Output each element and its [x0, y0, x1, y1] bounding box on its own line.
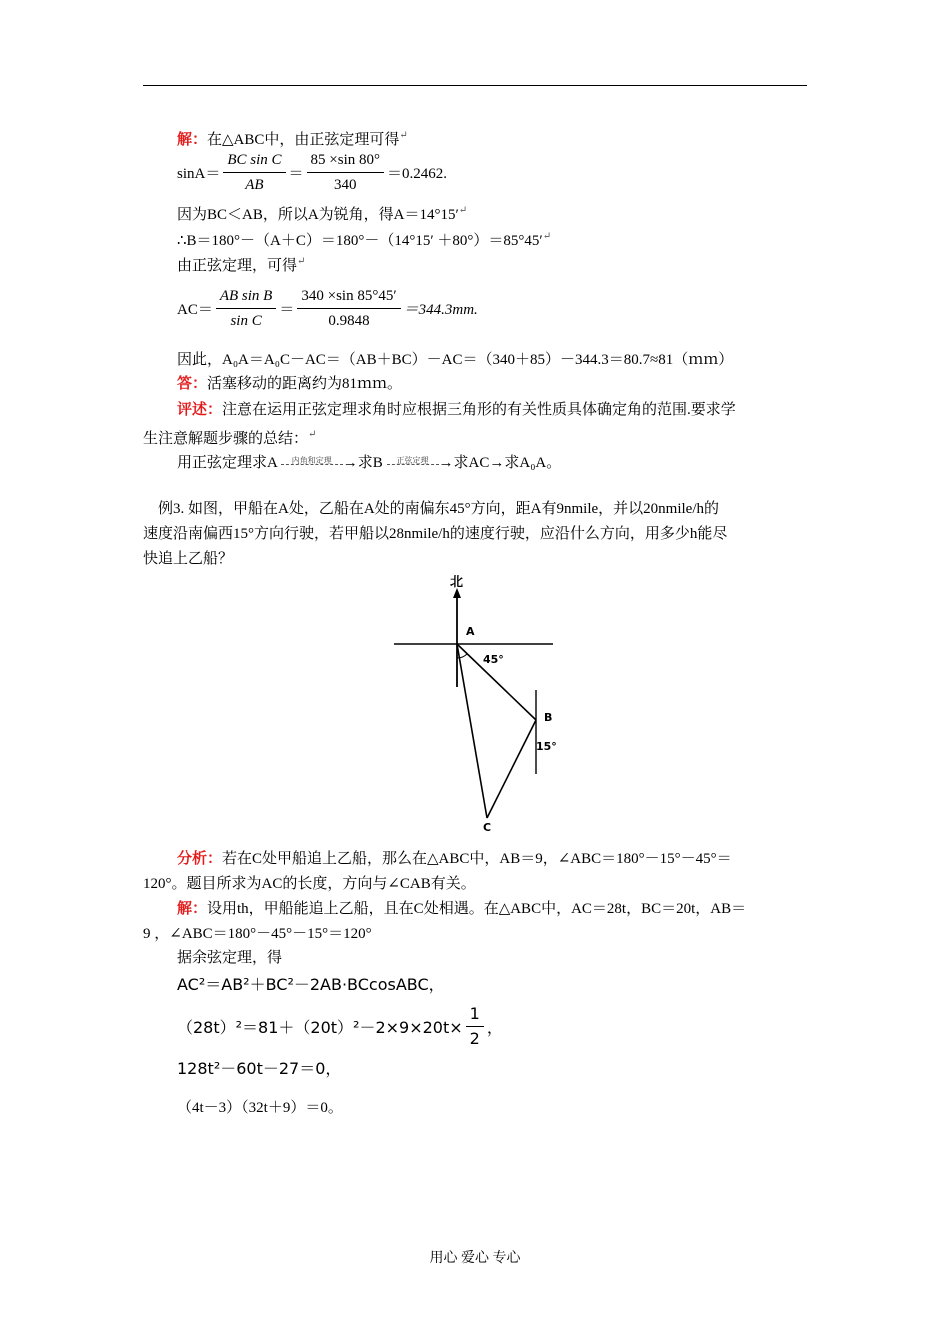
- fraction-one-half: [466, 1004, 484, 1049]
- ship-diagram: [390, 572, 560, 834]
- fraction-denominator: AB: [245, 177, 264, 193]
- fraction-numerator: 85 ×sin 80°: [307, 150, 384, 173]
- analysis-line-1: [177, 848, 732, 870]
- segment-AC: [457, 644, 487, 818]
- comment-line-1: [177, 399, 736, 421]
- angle-label-B: 15°: [536, 740, 557, 753]
- flow-line: 用正弦定理求A 内角和定理 →求B 正弦定理 →求AC→求A₀A。: [177, 452, 561, 474]
- flow-mid: 求B: [357, 455, 383, 471]
- line-break-icon: ↵: [542, 231, 552, 242]
- solution2-text: 设用th，甲船能追上乙船，且在C处相遇。在△ABC中，AC＝28t，BC＝20t，AB＝: [207, 901, 747, 917]
- analysis-label: 分析：: [177, 851, 223, 867]
- equation-4: （4t－3）（32t＋9）＝0。: [177, 1100, 343, 1116]
- comment-text: 注意在运用正弦定理求角时应根据三角形的有关性质具体确定角的范围.要求学: [222, 402, 736, 418]
- therefore-line: 因此，A₀A＝A₀C－AC＝（AB＋BC）－AC＝（340＋85）－344.3＝80.7≈81（ｍｍ）: [177, 352, 734, 368]
- flow-arrow-1: [281, 456, 343, 466]
- flow-arrow-2: [387, 456, 439, 466]
- angle-B-line: [177, 226, 551, 252]
- solution-intro: 在△ABC中，由正弦定理可得: [207, 132, 400, 148]
- AC-result: ＝344.3mm.: [403, 302, 478, 318]
- flow-arrow-1-label: 内角和定理: [291, 456, 332, 466]
- flow-end: 求AC→求A₀A。: [453, 455, 562, 471]
- solution-label: 解：: [177, 132, 208, 148]
- fraction-bc-sinc-ab: [223, 150, 285, 195]
- label-B: B: [544, 711, 553, 724]
- AC-lhs: AC＝: [177, 302, 213, 318]
- comment-text-2: 生注意解题步骤的总结：: [143, 431, 309, 447]
- fraction-85-sin80: [307, 150, 384, 195]
- sinA-equation: sinA＝ $\frac{\text{BC sin C}}{AB}$ ＝ $\frac{85 \times\sin 80^\circ}{340}$ ＝0.2462.: [177, 152, 448, 193]
- segment-BC: [487, 720, 536, 818]
- equation-3: 128t²－60t－27＝0，: [177, 1059, 342, 1078]
- analysis-line-2: 120°。题目所求为AC的长度，方向与∠CAB有关。: [143, 876, 476, 892]
- equation-1: AC²＝AB²＋BC²－2AB·BCcosABC，: [177, 975, 445, 994]
- fraction-numerator: 1: [466, 1004, 484, 1027]
- solution2-line-2: 9 ，∠ABC＝180°－45°－15°＝120°: [143, 926, 372, 942]
- acute-angle-text: 因为BC＜AB，所以A为锐角，得A＝14°15′: [177, 207, 459, 223]
- fraction-denominator: 0.9848: [328, 313, 370, 329]
- page-footer: 用心 爱心 专心: [429, 1251, 521, 1266]
- example3-line-2: 速度沿南偏西15°方向行驶，若甲船以28nmile/h的速度行驶，应沿什么方向，用多少h能尽: [143, 526, 728, 542]
- by-sine-law-text: 由正弦定理，可得: [177, 258, 298, 274]
- fraction-numerator: 340 ×sin 85°45′: [297, 286, 400, 309]
- equation-2: [177, 1004, 503, 1049]
- comment-label: 评述：: [177, 402, 223, 418]
- acute-angle-line: [177, 200, 467, 226]
- fraction-numerator: AB sin B: [216, 286, 277, 309]
- paragraph-mark-icon: ↵: [308, 429, 317, 440]
- fraction-denominator: 340: [334, 177, 357, 193]
- solution-intro-line: [177, 125, 408, 151]
- analysis-text: 若在C处甲船追上乙船，那么在△ABC中，AB＝9，∠ABC＝180°－15°－45°＝: [222, 851, 732, 867]
- paragraph-mark-icon: ↵: [297, 256, 306, 267]
- flow-start: 用正弦定理求A: [177, 455, 278, 471]
- fraction-numerator: BC sin C: [223, 150, 285, 173]
- AC-equation: AC＝ $\frac{\text{AB sin B}}{\text{sin C}}$ ＝ $\frac{340 \times\sin 85^\circ 45'}{0.9848}$ ＝344.3mm.: [177, 288, 478, 329]
- angle-label-A: 45°: [483, 653, 504, 666]
- line-break-icon: ↵: [458, 205, 468, 216]
- label-C: C: [483, 821, 492, 834]
- paragraph-mark-icon: ↵: [399, 130, 408, 141]
- solution2-line-1: [177, 898, 746, 920]
- by-sine-law-line: [177, 251, 305, 277]
- answer-label: 答：: [177, 376, 208, 392]
- label-A: A: [466, 625, 475, 638]
- example3-line-3: 快追上乙船？: [143, 551, 234, 567]
- sinA-result: ＝0.2462.: [387, 166, 448, 182]
- north-label: 北: [450, 575, 464, 590]
- sinA-lhs: sinA＝: [177, 166, 221, 182]
- equation-2-tail: ，: [486, 1018, 503, 1037]
- fraction-340-sin85: [297, 286, 400, 331]
- comment-line-2: [143, 424, 316, 450]
- fraction-denominator: sin C: [230, 313, 262, 329]
- header-rule: [143, 85, 807, 86]
- cosine-law-line: 据余弦定理，得: [177, 950, 283, 966]
- answer-text: 活塞移动的距离约为81ｍｍ。: [207, 376, 403, 392]
- fraction-ab-sinb-sinc: [216, 286, 277, 331]
- solution2-label: 解：: [177, 901, 208, 917]
- angle-B-text: ∴B＝180°－（A＋C）＝180°－（14°15′ ＋80°）＝85°45′: [177, 233, 543, 249]
- fraction-denominator: 2: [469, 1029, 480, 1048]
- example3-line-1: 例3. 如图，甲船在A处，乙船在A处的南偏东45°方向，距A有9nmile，并以20nmile/h的: [158, 501, 719, 517]
- equation-2-left: （28t）²＝81＋（20t）²－2×9×20t×: [177, 1018, 463, 1037]
- flow-arrow-2-label: 正弦定理: [396, 456, 429, 466]
- answer-line: [177, 373, 402, 395]
